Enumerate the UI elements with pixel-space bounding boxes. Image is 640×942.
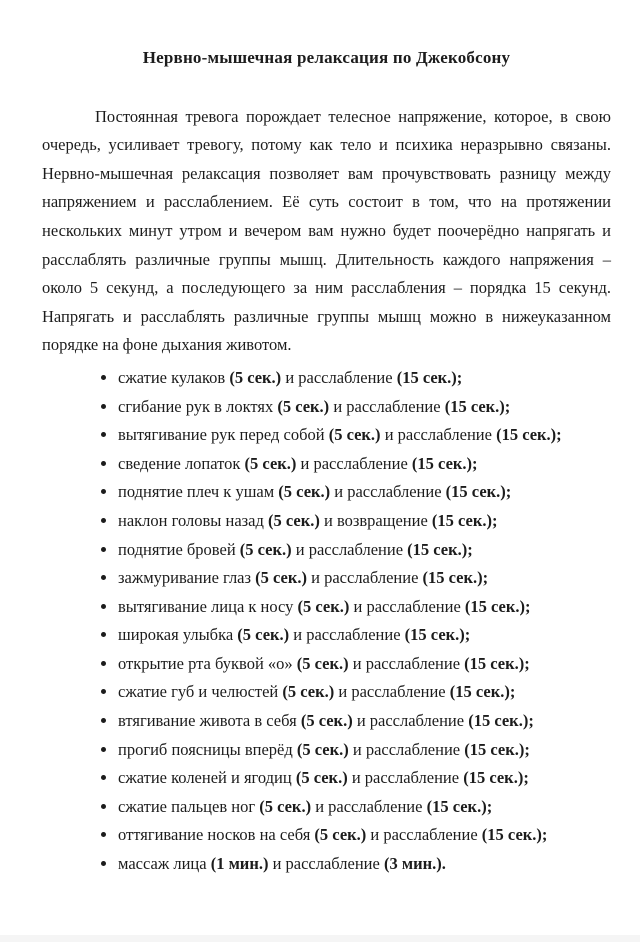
list-item <box>118 393 611 422</box>
step-connector: и расслабление <box>334 682 450 702</box>
list-item <box>118 507 611 536</box>
step-relax-duration: (15 сек.); <box>411 453 478 473</box>
step-tension-duration: (5 сек.) <box>255 568 308 588</box>
step-relax-duration: (15 сек.); <box>422 568 489 588</box>
list-item <box>118 421 611 450</box>
step-action: сгибание рук в локтях <box>118 396 278 416</box>
list-item <box>118 678 611 707</box>
step-action: поднятие плеч к ушам <box>118 482 279 502</box>
list-item <box>118 736 611 765</box>
step-relax-duration: (15 сек.); <box>468 711 534 731</box>
step-connector: и расслабление <box>281 367 397 387</box>
step-relax-duration: (15 сек.); <box>481 825 548 845</box>
list-item <box>118 536 611 565</box>
step-action: открытие рта буквой «о» <box>118 653 297 673</box>
step-tension-duration: (5 сек.) <box>259 796 312 816</box>
step-connector: и расслабление <box>348 653 465 673</box>
step-connector: и расслабление <box>348 739 465 759</box>
step-relax-duration: (15 сек.); <box>396 367 463 387</box>
step-tension-duration: (5 сек.) <box>239 539 292 559</box>
step-relax-duration: (15 сек.); <box>464 739 530 759</box>
list-item <box>118 564 611 593</box>
step-connector: и расслабление <box>311 796 427 816</box>
step-relax-duration: (15 сек.); <box>449 682 516 702</box>
step-tension-duration: (5 сек.) <box>229 367 282 387</box>
step-tension-duration: (1 мин.) <box>210 854 269 874</box>
step-relax-duration: (15 сек.); <box>426 796 493 816</box>
step-tension-duration: (5 сек.) <box>268 510 320 530</box>
list-item <box>118 478 611 507</box>
step-relax-duration: (3 мин.). <box>383 854 446 874</box>
step-tension-duration: (5 сек.) <box>278 482 331 502</box>
step-connector: и расслабление <box>380 425 497 445</box>
step-action: сжатие кулаков <box>118 367 230 387</box>
step-action: вытягивание рук перед собой <box>118 425 329 445</box>
step-action: наклон головы назад <box>118 510 268 530</box>
page-bottom-edge <box>0 935 640 942</box>
step-relax-duration: (15 сек.); <box>431 510 498 530</box>
list-item <box>118 850 611 879</box>
step-relax-duration: (15 сек.); <box>445 482 512 502</box>
step-connector: и возвращение <box>319 510 432 530</box>
step-action: сжатие пальцев ног <box>118 796 260 816</box>
step-action: вытягивание лица к носу <box>118 596 298 616</box>
step-connector: и расслабление <box>329 396 445 416</box>
step-tension-duration: (5 сек.) <box>328 425 381 445</box>
step-action: поднятие бровей <box>118 539 240 559</box>
step-connector: и расслабление <box>307 568 423 588</box>
step-tension-duration: (5 сек.) <box>237 625 290 645</box>
step-relax-duration: (15 сек.); <box>463 768 529 788</box>
list-item <box>118 821 611 850</box>
relaxation-steps-list <box>42 364 611 879</box>
step-action: сведение лопаток <box>118 453 245 473</box>
list-item <box>118 650 611 679</box>
step-action: зажмуривание глаз <box>118 568 256 588</box>
step-relax-duration: (15 сек.); <box>407 539 473 559</box>
step-relax-duration: (15 сек.); <box>444 396 511 416</box>
step-connector: и расслабление <box>352 711 469 731</box>
step-tension-duration: (5 сек.) <box>295 768 348 788</box>
step-relax-duration: (15 сек.); <box>464 596 531 616</box>
list-item <box>118 593 611 622</box>
list-item <box>118 364 611 393</box>
step-action: широкая улыбка <box>118 625 238 645</box>
step-connector: и расслабление <box>291 539 408 559</box>
step-action: сжатие коленей и ягодиц <box>118 768 296 788</box>
step-tension-duration: (5 сек.) <box>244 453 297 473</box>
list-item <box>118 450 611 479</box>
step-tension-duration: (5 сек.) <box>282 682 335 702</box>
step-tension-duration: (5 сек.) <box>300 711 353 731</box>
list-item <box>118 764 611 793</box>
step-connector: и расслабление <box>289 625 405 645</box>
step-relax-duration: (15 сек.); <box>404 625 471 645</box>
list-item <box>118 793 611 822</box>
step-connector: и расслабление <box>349 596 465 616</box>
step-connector: и расслабление <box>347 768 464 788</box>
step-tension-duration: (5 сек.) <box>297 596 350 616</box>
step-action: оттягивание носков на себя <box>118 825 315 845</box>
step-connector: и расслабление <box>330 482 446 502</box>
step-connector: и расслабление <box>296 453 412 473</box>
step-action: сжатие губ и челюстей <box>118 682 283 702</box>
intro-paragraph: Постоянная тревога порождает телесное напряжение, которое, в свою очередь, усиливает тревогу, потому как тело и психика неразрывно связаны. Нервно-мышечная релаксация позволяет вам прочувствовать разницу между напряжением и расслаблением. Её суть состоит в том, что на протяжении нескольких минут утром и вечером вам нужно будет поочерёдно напрягать и расслаблять различные группы мышц. Длительность каждого напряжения – около 5 секунд, а последующего за ним расслабления – порядка 15 секунд. Напрягать и расслаблять различные группы мышц можно в нижеуказанном порядке на фоне дыхания животом. <box>42 106 611 355</box>
step-relax-duration: (15 сек.); <box>496 425 562 445</box>
list-item <box>118 621 611 650</box>
step-tension-duration: (5 сек.) <box>296 653 349 673</box>
document-title: Нервно-мышечная релаксация по Джекобсону <box>142 48 511 67</box>
step-connector: и расслабление <box>268 854 384 874</box>
step-tension-duration: (5 сек.) <box>277 396 330 416</box>
step-connector: и расслабление <box>366 825 482 845</box>
list-item <box>118 707 611 736</box>
step-action: втягивание живота в себя <box>118 711 301 731</box>
step-action: массаж лица <box>118 854 211 874</box>
step-action: прогиб поясницы вперёд <box>118 739 297 759</box>
step-tension-duration: (5 сек.) <box>314 825 367 845</box>
step-relax-duration: (15 сек.); <box>464 653 530 673</box>
step-tension-duration: (5 сек.) <box>296 739 349 759</box>
